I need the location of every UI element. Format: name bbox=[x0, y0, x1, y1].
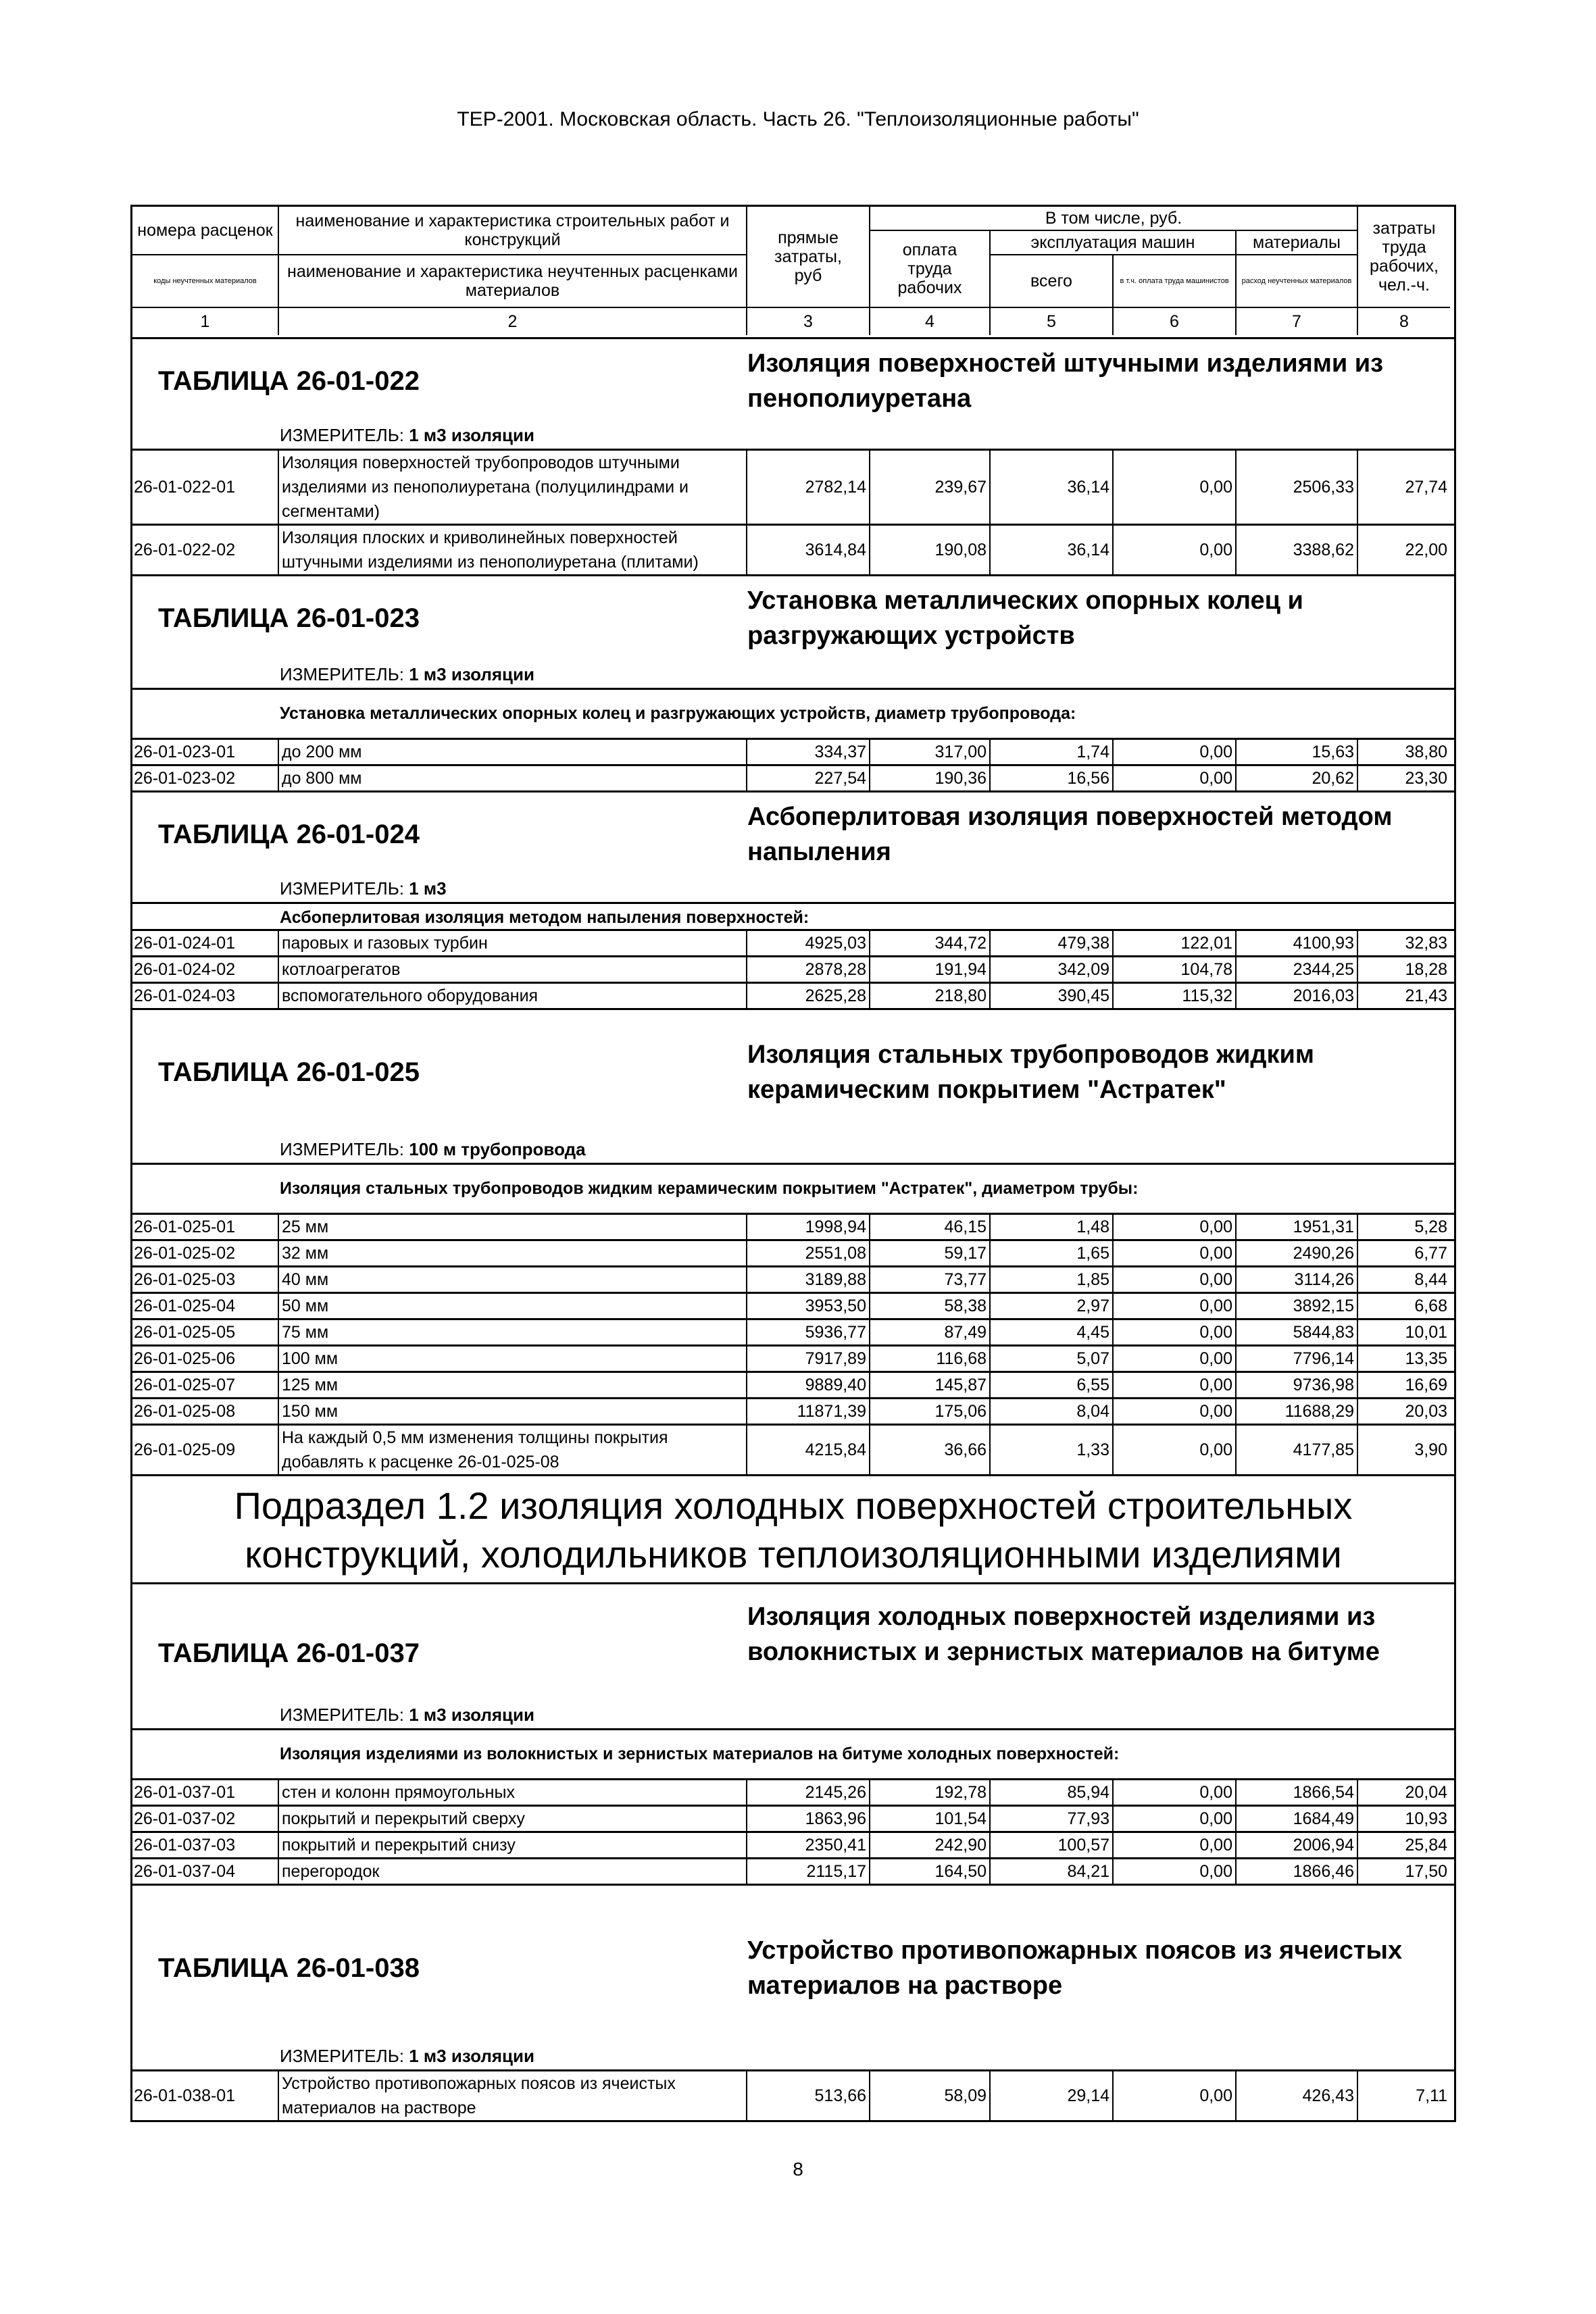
column-number: 6 bbox=[1114, 308, 1237, 335]
rate-code: 26-01-025-02 bbox=[132, 1241, 279, 1265]
direct-costs: 227,54 bbox=[747, 766, 870, 790]
table-row bbox=[132, 2071, 1454, 2122]
measure-label: ИЗМЕРИТЕЛЬ: bbox=[280, 2046, 404, 2066]
worker-pay: 191,94 bbox=[870, 957, 991, 982]
rate-code: 26-01-025-07 bbox=[132, 1373, 279, 1397]
machinist-pay: 0,00 bbox=[1114, 1320, 1237, 1344]
table-code: ТАБЛИЦА 26-01-025 bbox=[158, 1057, 420, 1087]
materials-cost: 2490,26 bbox=[1237, 1241, 1358, 1265]
worker-pay: 36,66 bbox=[870, 1426, 991, 1474]
header-machine-operation: эксплуатация машин bbox=[991, 231, 1237, 255]
table-section-header bbox=[132, 1886, 1454, 2071]
table-row bbox=[132, 740, 1454, 766]
rate-description: Изоляция плоских и криволинейных поверхностей штучными изделиями из пенополиуретана (плитами) bbox=[279, 526, 747, 574]
rate-code: 26-01-023-01 bbox=[132, 740, 279, 764]
table-measure-unit bbox=[280, 1705, 534, 1726]
rate-description: стен и колонн прямоугольных bbox=[279, 1780, 747, 1805]
materials-cost: 426,43 bbox=[1237, 2071, 1358, 2120]
labor-hours: 18,28 bbox=[1405, 960, 1447, 979]
header-material-name: наименование и характеристика неучтенных расценками материалов bbox=[279, 255, 747, 308]
table-title: Асбоперлитовая изоляция поверхностей методом напыления bbox=[747, 803, 1393, 866]
machine-total: 85,94 bbox=[991, 1780, 1114, 1805]
labor-hours: 38,80 bbox=[1405, 743, 1447, 761]
table-section-header bbox=[132, 576, 1454, 690]
table-row bbox=[132, 1780, 1454, 1807]
worker-pay: 242,90 bbox=[870, 1833, 991, 1857]
machinist-pay: 0,00 bbox=[1114, 1241, 1237, 1265]
table-row bbox=[132, 1320, 1454, 1347]
rate-description: перегородок bbox=[279, 1859, 747, 1884]
table-code: ТАБЛИЦА 26-01-024 bbox=[158, 820, 420, 849]
table-section-header bbox=[132, 339, 1454, 451]
labor-hours: 8,44 bbox=[1414, 1270, 1447, 1289]
labor-hours: 7,11 bbox=[1416, 2086, 1447, 2105]
direct-costs: 513,66 bbox=[747, 2071, 870, 2120]
worker-pay: 73,77 bbox=[870, 1267, 991, 1292]
worker-pay: 101,54 bbox=[870, 1807, 991, 1831]
table-section-header bbox=[132, 1584, 1454, 1730]
table-section-header bbox=[132, 793, 1454, 904]
measure-label: ИЗМЕРИТЕЛЬ: bbox=[280, 664, 404, 684]
header-labor-costs: затраты труда рабочих, чел.-ч. bbox=[1358, 207, 1450, 308]
table-subtitle: Изоляция изделиями из волокнистых и зернистых материалов на битуме холодных поверхностей: bbox=[132, 1730, 1454, 1780]
rate-code: 26-01-024-01 bbox=[132, 931, 279, 955]
rate-code: 26-01-037-02 bbox=[132, 1807, 279, 1831]
table-row bbox=[132, 1833, 1454, 1859]
rate-description: 125 мм bbox=[279, 1373, 747, 1397]
rate-description: 100 мм bbox=[279, 1347, 747, 1371]
direct-costs: 5936,77 bbox=[747, 1320, 870, 1344]
measure-label: ИЗМЕРИТЕЛЬ: bbox=[280, 878, 404, 899]
rate-code: 26-01-037-04 bbox=[132, 1859, 279, 1884]
rate-code: 26-01-037-01 bbox=[132, 1780, 279, 1805]
table-subtitle: Установка металлических опорных колец и разгружающих устройств, диаметр трубопровода: bbox=[132, 690, 1454, 740]
direct-costs: 2145,26 bbox=[747, 1780, 870, 1805]
header-material-consumption: расход неучтенных материалов bbox=[1237, 255, 1358, 308]
worker-pay: 190,08 bbox=[870, 526, 991, 574]
table-row bbox=[132, 451, 1454, 526]
column-number: 2 bbox=[279, 308, 747, 335]
direct-costs: 3953,50 bbox=[747, 1294, 870, 1318]
rate-description: вспомогательного оборудования bbox=[279, 984, 747, 1008]
rate-description: 75 мм bbox=[279, 1320, 747, 1344]
machinist-pay: 0,00 bbox=[1114, 451, 1237, 524]
page-number: 8 bbox=[793, 2159, 803, 2180]
table-column-headers bbox=[132, 205, 1454, 339]
materials-cost: 4177,85 bbox=[1237, 1426, 1358, 1474]
direct-costs: 1998,94 bbox=[747, 1215, 870, 1239]
labor-hours: 3,90 bbox=[1414, 1440, 1447, 1459]
rate-description: покрытий и перекрытий сверху bbox=[279, 1807, 747, 1831]
machine-total: 390,45 bbox=[991, 984, 1114, 1008]
table-title: Изоляция поверхностей штучными изделиями из пенополиуретана bbox=[747, 349, 1384, 413]
worker-pay: 239,67 bbox=[870, 451, 991, 524]
direct-costs: 7917,89 bbox=[747, 1347, 870, 1371]
column-number: 3 bbox=[747, 308, 870, 335]
table-row bbox=[132, 957, 1454, 984]
column-number: 8 bbox=[1399, 312, 1409, 331]
measure-value: 1 м3 bbox=[409, 878, 447, 899]
table-row bbox=[132, 1426, 1454, 1476]
rate-code: 26-01-025-05 bbox=[132, 1320, 279, 1344]
worker-pay: 58,38 bbox=[870, 1294, 991, 1318]
table-body bbox=[132, 339, 1454, 2122]
materials-cost: 2006,94 bbox=[1237, 1833, 1358, 1857]
measure-value: 1 м3 изоляции bbox=[409, 2046, 534, 2066]
machinist-pay: 0,00 bbox=[1114, 1859, 1237, 1884]
direct-costs: 2551,08 bbox=[747, 1241, 870, 1265]
rate-description: до 200 мм bbox=[279, 740, 747, 764]
table-measure-unit bbox=[280, 878, 447, 899]
table-title: Устройство противопожарных поясов из ячеистых материалов на растворе bbox=[747, 1936, 1403, 2000]
machine-total: 1,74 bbox=[991, 740, 1114, 764]
table-row bbox=[132, 1859, 1454, 1886]
materials-cost: 11688,29 bbox=[1237, 1399, 1358, 1424]
rate-code: 26-01-024-03 bbox=[132, 984, 279, 1008]
direct-costs: 11871,39 bbox=[747, 1399, 870, 1424]
column-number: 4 bbox=[870, 308, 991, 335]
labor-hours: 20,03 bbox=[1405, 1402, 1447, 1421]
measure-value: 1 м3 изоляции bbox=[409, 1705, 534, 1725]
machine-total: 1,48 bbox=[991, 1215, 1114, 1239]
table-row bbox=[132, 526, 1454, 576]
table-code: ТАБЛИЦА 26-01-022 bbox=[158, 366, 420, 396]
table-title: Установка металлических опорных колец и разгружающих устройств bbox=[747, 586, 1303, 650]
table-row bbox=[132, 1267, 1454, 1294]
header-machine-total: всего bbox=[991, 255, 1114, 308]
header-including: В том числе, руб. bbox=[870, 207, 1358, 231]
machine-total: 100,57 bbox=[991, 1833, 1114, 1857]
rate-description: до 800 мм bbox=[279, 766, 747, 790]
worker-pay: 46,15 bbox=[870, 1215, 991, 1239]
machinist-pay: 0,00 bbox=[1114, 1267, 1237, 1292]
table-row bbox=[132, 1294, 1454, 1320]
rate-code: 26-01-025-03 bbox=[132, 1267, 279, 1292]
table-code: ТАБЛИЦА 26-01-037 bbox=[158, 1638, 420, 1668]
materials-cost: 1866,46 bbox=[1237, 1859, 1358, 1884]
labor-hours: 23,30 bbox=[1405, 769, 1447, 788]
direct-costs: 3614,84 bbox=[747, 526, 870, 574]
rate-code: 26-01-025-01 bbox=[132, 1215, 279, 1239]
table-measure-unit bbox=[280, 664, 534, 685]
rate-description: Изоляция поверхностей трубопроводов штучными изделиями из пенополиуретана (полуцилиндрами и сегментами) bbox=[279, 451, 747, 524]
materials-cost: 2016,03 bbox=[1237, 984, 1358, 1008]
rate-code: 26-01-022-02 bbox=[132, 526, 279, 574]
machine-total: 5,07 bbox=[991, 1347, 1114, 1371]
direct-costs: 2782,14 bbox=[747, 451, 870, 524]
materials-cost: 15,63 bbox=[1237, 740, 1358, 764]
rate-description: 32 мм bbox=[279, 1241, 747, 1265]
direct-costs: 1863,96 bbox=[747, 1807, 870, 1831]
direct-costs: 334,37 bbox=[747, 740, 870, 764]
table-measure-unit bbox=[280, 2046, 534, 2067]
document-header-title: ТЕР-2001. Московская область. Часть 26. "Теплоизоляционные работы" bbox=[457, 108, 1139, 130]
rate-code: 26-01-025-08 bbox=[132, 1399, 279, 1424]
labor-hours: 17,50 bbox=[1405, 1862, 1447, 1881]
materials-cost: 5844,83 bbox=[1237, 1320, 1358, 1344]
materials-cost: 1684,49 bbox=[1237, 1807, 1358, 1831]
labor-hours: 5,28 bbox=[1414, 1217, 1447, 1236]
rate-code: 26-01-025-04 bbox=[132, 1294, 279, 1318]
rates-table bbox=[130, 205, 1456, 2122]
materials-cost: 4100,93 bbox=[1237, 931, 1358, 955]
materials-cost: 1951,31 bbox=[1237, 1215, 1358, 1239]
rate-description: паровых и газовых турбин bbox=[279, 931, 747, 955]
materials-cost: 2344,25 bbox=[1237, 957, 1358, 982]
table-measure-unit bbox=[280, 1139, 586, 1160]
machinist-pay: 122,01 bbox=[1114, 931, 1237, 955]
direct-costs: 2625,28 bbox=[747, 984, 870, 1008]
labor-hours: 27,74 bbox=[1405, 478, 1447, 497]
table-row bbox=[132, 766, 1454, 793]
table-row bbox=[132, 1241, 1454, 1267]
materials-cost: 3892,15 bbox=[1237, 1294, 1358, 1318]
machinist-pay: 0,00 bbox=[1114, 1294, 1237, 1318]
machinist-pay: 104,78 bbox=[1114, 957, 1237, 982]
rate-description: На каждый 0,5 мм изменения толщины покрытия добавлять к расценке 26-01-025-08 bbox=[279, 1426, 747, 1474]
labor-hours: 6,77 bbox=[1414, 1244, 1447, 1263]
rate-description: 40 мм bbox=[279, 1267, 747, 1292]
machine-total: 16,56 bbox=[991, 766, 1114, 790]
worker-pay: 59,17 bbox=[870, 1241, 991, 1265]
column-number: 7 bbox=[1237, 308, 1358, 335]
table-row bbox=[132, 1807, 1454, 1833]
rate-description: 150 мм bbox=[279, 1399, 747, 1424]
worker-pay: 317,00 bbox=[870, 740, 991, 764]
rate-description: 50 мм bbox=[279, 1294, 747, 1318]
direct-costs: 4215,84 bbox=[747, 1426, 870, 1474]
worker-pay: 116,68 bbox=[870, 1347, 991, 1371]
worker-pay: 218,80 bbox=[870, 984, 991, 1008]
materials-cost: 3388,62 bbox=[1237, 526, 1358, 574]
header-machinist-pay: в т.ч. оплата труда машинистов bbox=[1114, 255, 1237, 308]
column-number-row bbox=[132, 308, 1450, 335]
machine-total: 342,09 bbox=[991, 957, 1114, 982]
table-code: ТАБЛИЦА 26-01-038 bbox=[158, 1953, 420, 1983]
machinist-pay: 0,00 bbox=[1114, 766, 1237, 790]
materials-cost: 7796,14 bbox=[1237, 1347, 1358, 1371]
worker-pay: 192,78 bbox=[870, 1780, 991, 1805]
table-section-header bbox=[132, 1010, 1454, 1165]
materials-cost: 1866,54 bbox=[1237, 1780, 1358, 1805]
machine-total: 4,45 bbox=[991, 1320, 1114, 1344]
machine-total: 36,14 bbox=[991, 451, 1114, 524]
table-row bbox=[132, 1347, 1454, 1373]
machinist-pay: 0,00 bbox=[1114, 1426, 1237, 1474]
column-number: 1 bbox=[132, 308, 279, 335]
machine-total: 2,97 bbox=[991, 1294, 1114, 1318]
machine-total: 1,33 bbox=[991, 1426, 1114, 1474]
machinist-pay: 0,00 bbox=[1114, 1373, 1237, 1397]
machine-total: 1,85 bbox=[991, 1267, 1114, 1292]
labor-hours: 22,00 bbox=[1405, 540, 1447, 559]
materials-cost: 3114,26 bbox=[1237, 1267, 1358, 1292]
measure-label: ИЗМЕРИТЕЛЬ: bbox=[280, 425, 404, 445]
machinist-pay: 0,00 bbox=[1114, 1347, 1237, 1371]
materials-cost: 9736,98 bbox=[1237, 1373, 1358, 1397]
machine-total: 479,38 bbox=[991, 931, 1114, 955]
direct-costs: 2115,17 bbox=[747, 1859, 870, 1884]
machinist-pay: 0,00 bbox=[1114, 1780, 1237, 1805]
labor-hours: 6,68 bbox=[1414, 1297, 1447, 1315]
table-code: ТАБЛИЦА 26-01-023 bbox=[158, 603, 420, 633]
rate-description: котлоагрегатов bbox=[279, 957, 747, 982]
header-rate-numbers: номера расценок bbox=[132, 207, 279, 255]
rate-code: 26-01-023-02 bbox=[132, 766, 279, 790]
table-row bbox=[132, 1373, 1454, 1399]
labor-hours: 20,04 bbox=[1405, 1783, 1447, 1802]
worker-pay: 87,49 bbox=[870, 1320, 991, 1344]
worker-pay: 175,06 bbox=[870, 1399, 991, 1424]
machine-total: 84,21 bbox=[991, 1859, 1114, 1884]
table-title: Изоляция стальных трубопроводов жидким керамическим покрытием "Астратек" bbox=[747, 1040, 1315, 1104]
rate-code: 26-01-025-09 bbox=[132, 1426, 279, 1474]
direct-costs: 9889,40 bbox=[747, 1373, 870, 1397]
direct-costs: 2878,28 bbox=[747, 957, 870, 982]
machine-total: 77,93 bbox=[991, 1807, 1114, 1831]
table-subheading: Асбоперлитовая изоляция методом напыления поверхностей: bbox=[132, 904, 1454, 931]
machine-total: 8,04 bbox=[991, 1399, 1114, 1424]
worker-pay: 344,72 bbox=[870, 931, 991, 955]
measure-value: 1 м3 изоляции bbox=[409, 425, 534, 445]
direct-costs: 4925,03 bbox=[747, 931, 870, 955]
measure-value: 100 м трубопровода bbox=[409, 1139, 586, 1159]
table-row bbox=[132, 1215, 1454, 1241]
materials-cost: 20,62 bbox=[1237, 766, 1358, 790]
header-direct-costs: прямые затраты, руб bbox=[747, 207, 870, 308]
labor-hours: 25,84 bbox=[1405, 1836, 1447, 1855]
machinist-pay: 0,00 bbox=[1114, 740, 1237, 764]
rate-code: 26-01-025-06 bbox=[132, 1347, 279, 1371]
rate-code: 26-01-038-01 bbox=[132, 2071, 279, 2120]
machine-total: 1,65 bbox=[991, 1241, 1114, 1265]
worker-pay: 145,87 bbox=[870, 1373, 991, 1397]
table-row bbox=[132, 1399, 1454, 1426]
header-materials: материалы bbox=[1237, 231, 1358, 255]
column-number: 5 bbox=[991, 308, 1114, 335]
header-worker-pay: оплата труда рабочих bbox=[870, 231, 991, 308]
measure-label: ИЗМЕРИТЕЛЬ: bbox=[280, 1139, 404, 1159]
labor-hours: 10,01 bbox=[1405, 1323, 1447, 1342]
rate-description: покрытий и перекрытий снизу bbox=[279, 1833, 747, 1857]
table-row bbox=[132, 984, 1454, 1010]
machine-total: 36,14 bbox=[991, 526, 1114, 574]
measure-label: ИЗМЕРИТЕЛЬ: bbox=[280, 1705, 404, 1725]
machinist-pay: 0,00 bbox=[1114, 1215, 1237, 1239]
materials-cost: 2506,33 bbox=[1237, 451, 1358, 524]
subsection-heading: Подраздел 1.2 изоляция холодных поверхностей строительных конструкций, холодильников теплоизоляционными изделиями bbox=[132, 1476, 1454, 1584]
labor-hours: 13,35 bbox=[1405, 1349, 1447, 1368]
machinist-pay: 115,32 bbox=[1114, 984, 1237, 1008]
labor-hours: 32,83 bbox=[1405, 934, 1447, 953]
rate-code: 26-01-024-02 bbox=[132, 957, 279, 982]
machine-total: 29,14 bbox=[991, 2071, 1114, 2120]
worker-pay: 164,50 bbox=[870, 1859, 991, 1884]
labor-hours: 16,69 bbox=[1405, 1376, 1447, 1394]
rate-code: 26-01-022-01 bbox=[132, 451, 279, 524]
table-subtitle: Изоляция стальных трубопроводов жидким керамическим покрытием "Астратек", диаметром трубы: bbox=[132, 1165, 1454, 1215]
direct-costs: 3189,88 bbox=[747, 1267, 870, 1292]
machinist-pay: 0,00 bbox=[1114, 526, 1237, 574]
labor-hours: 21,43 bbox=[1405, 986, 1447, 1005]
worker-pay: 58,09 bbox=[870, 2071, 991, 2120]
machinist-pay: 0,00 bbox=[1114, 2071, 1237, 2120]
machinist-pay: 0,00 bbox=[1114, 1399, 1237, 1424]
table-title: Изоляция холодных поверхностей изделиями из волокнистых и зернистых материалов на битуме bbox=[747, 1603, 1380, 1666]
worker-pay: 190,36 bbox=[870, 766, 991, 790]
machinist-pay: 0,00 bbox=[1114, 1807, 1237, 1831]
rate-code: 26-01-037-03 bbox=[132, 1833, 279, 1857]
rate-description: 25 мм bbox=[279, 1215, 747, 1239]
table-measure-unit bbox=[280, 425, 534, 446]
table-row bbox=[132, 931, 1454, 957]
header-material-codes: коды неучтенных материалов bbox=[132, 255, 279, 308]
rate-description: Устройство противопожарных поясов из ячеистых материалов на растворе bbox=[279, 2071, 747, 2120]
measure-value: 1 м3 изоляции bbox=[409, 664, 534, 684]
direct-costs: 2350,41 bbox=[747, 1833, 870, 1857]
machine-total: 6,55 bbox=[991, 1373, 1114, 1397]
labor-hours: 10,93 bbox=[1405, 1809, 1447, 1828]
header-work-name: наименование и характеристика строительных работ и конструкций bbox=[279, 207, 747, 255]
machinist-pay: 0,00 bbox=[1114, 1833, 1237, 1857]
